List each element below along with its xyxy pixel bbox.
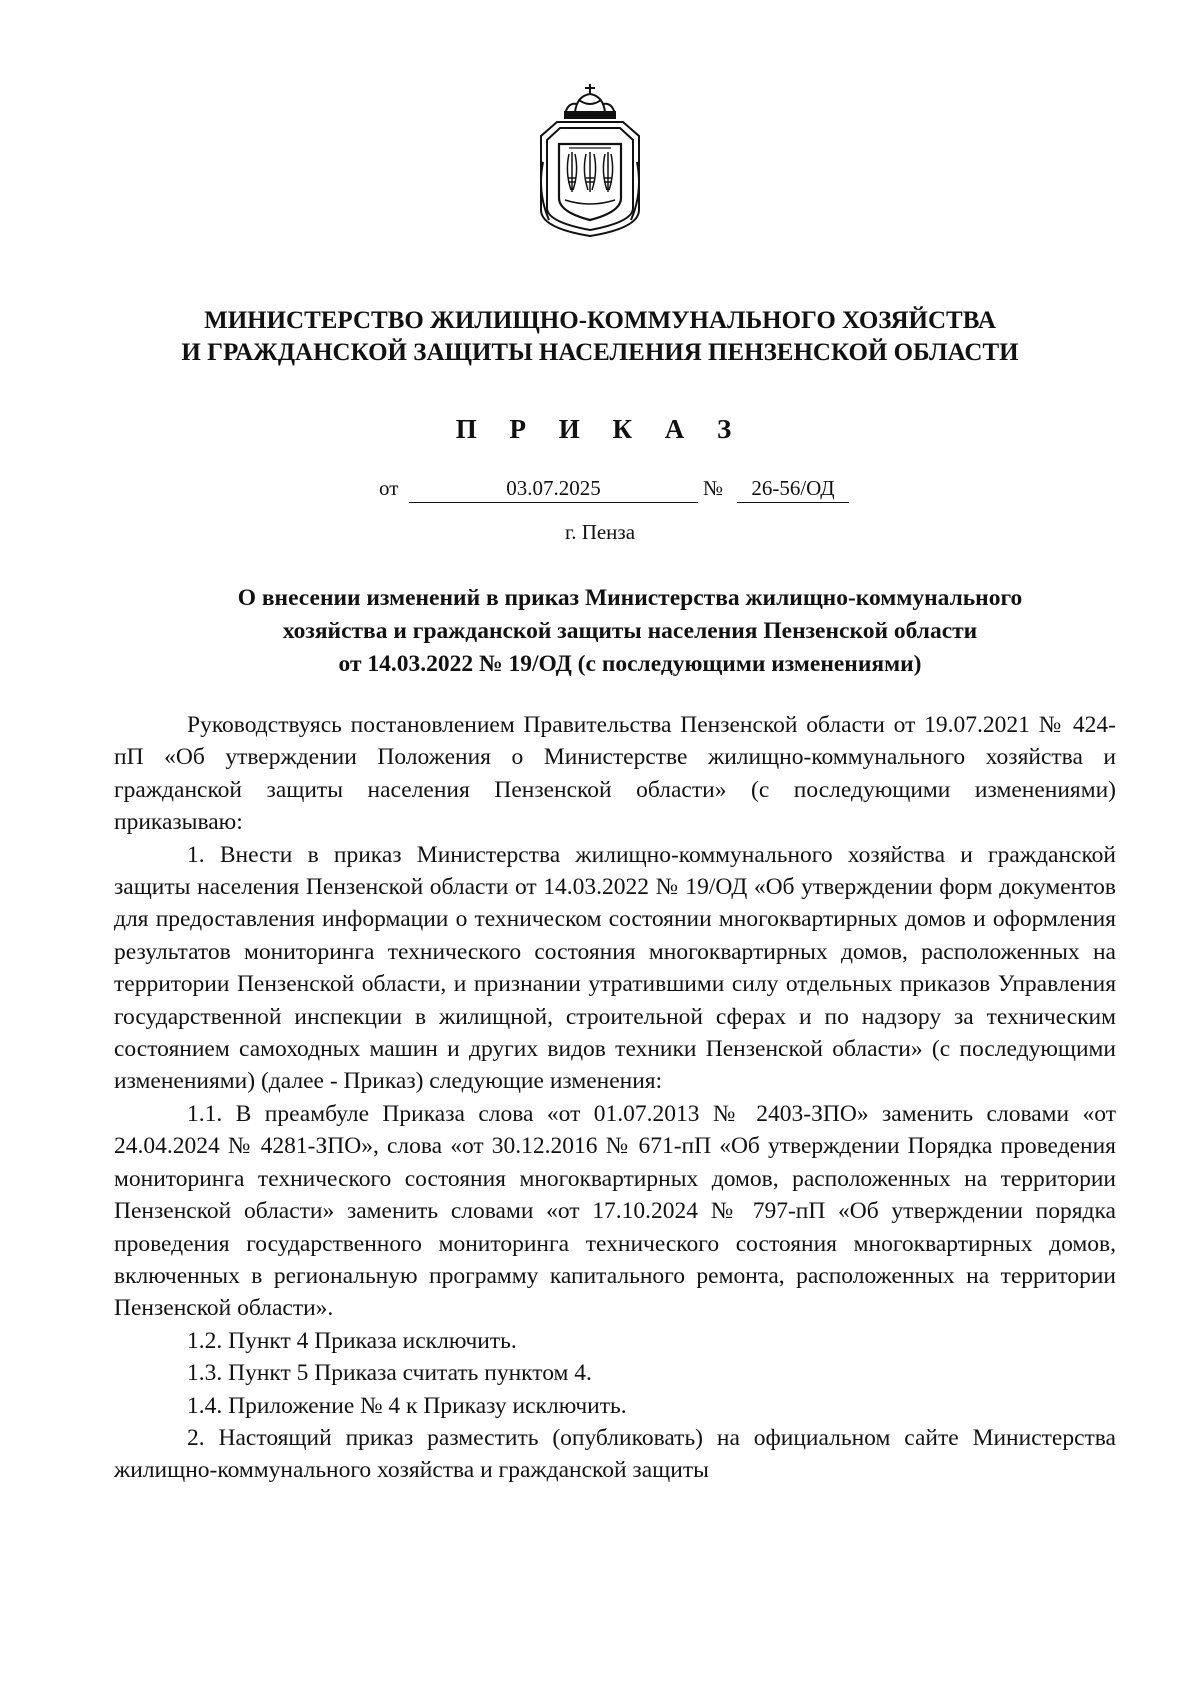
ministry-name-line1: МИНИСТЕРСТВО ЖИЛИЩНО-КОММУНАЛЬНОГО ХОЗЯЙСТВА (204, 307, 996, 334)
order-body (114, 709, 1116, 1487)
body-paragraph-preamble: Руководствуясь постановлением Правительства Пензенской области от 19.07.2021 № 424-пП «Об утверждении Положения о Министерстве жилищно-коммунального хозяйства и гражданской защиты населения Пензенской области» (с последующими изменениями) приказываю: (114, 712, 1116, 836)
body-paragraph-1-1: 1.1. В преамбуле Приказа слова «от 01.07.2013 № 2403-ЗПО» заменить словами «от 24.04.2024 № 4281-ЗПО», слова «от 30.12.2016 № 671-пП «Об утверждении Порядка проведения мониторинга технического состояния многоквартирных домов, расположенных на территории Пензенской области» заменить словами «от 17.10.2024 № 797-пП «Об утверждении порядка проведения государственного мониторинга технического состояния многоквартирных домов, включенных в региональную программу капитального ремонта, расположенных на территории Пензенской области». (114, 1100, 1116, 1322)
subject-line2: хозяйства и гражданской защиты населения Пензенской области (282, 618, 978, 644)
subject-line1: О внесении изменений в приказ Министерства жилищно-коммунального (237, 585, 1023, 611)
number-label: № (703, 476, 724, 500)
body-paragraph-1-3: 1.3. Пункт 5 Приказа считать пунктом 4. (187, 1360, 592, 1387)
body-paragraph-1: 1. Внести в приказ Министерства жилищно-коммунального хозяйства и гражданской защиты населения Пензенской области от 14.03.2022 № 19/ОД «Об утверждении форм документов для предоставления информации о техническом состоянии многоквартирных домов и оформления результатов мониторинга технического состояния многоквартирных домов, расположенных на территории Пензенской области, и признании утратившими силу отдельных приказов Управления государственной инспекции в жилищной, строительной сферах и по надзору за техническим состоянием самоходных машин и других видов техники Пензенской области» (с последующими изменениями) (далее - Приказ) следующие изменения: (114, 841, 1116, 1095)
coat-of-arms-emblem (535, 82, 645, 240)
order-date: 03.07.2025 (409, 476, 698, 503)
subject-line3: от 14.03.2022 № 19/ОД (с последующими изменениями) (338, 651, 922, 677)
order-number: 26-56/ОД (737, 476, 849, 503)
body-paragraph-2: 2. Настоящий приказ разместить (опубликовать) на официальном сайте Министерства жилищно-коммунального хозяйства и гражданской защиты (114, 1424, 1116, 1484)
order-subject (130, 582, 1130, 681)
ministry-name (100, 305, 1100, 369)
body-paragraph-1-4: 1.4. Приложение № 4 к Приказу исключить. (187, 1392, 627, 1419)
city: г. Пенза (564, 520, 636, 544)
date-label: от (379, 476, 399, 500)
ministry-name-line2: И ГРАЖДАНСКОЙ ЗАЩИТЫ НАСЕЛЕНИЯ ПЕНЗЕНСКОЙ ОБЛАСТИ (181, 339, 1019, 366)
order-title: П Р И К А З (455, 414, 745, 444)
body-paragraph-1-2: 1.2. Пункт 4 Приказа исключить. (187, 1327, 517, 1354)
